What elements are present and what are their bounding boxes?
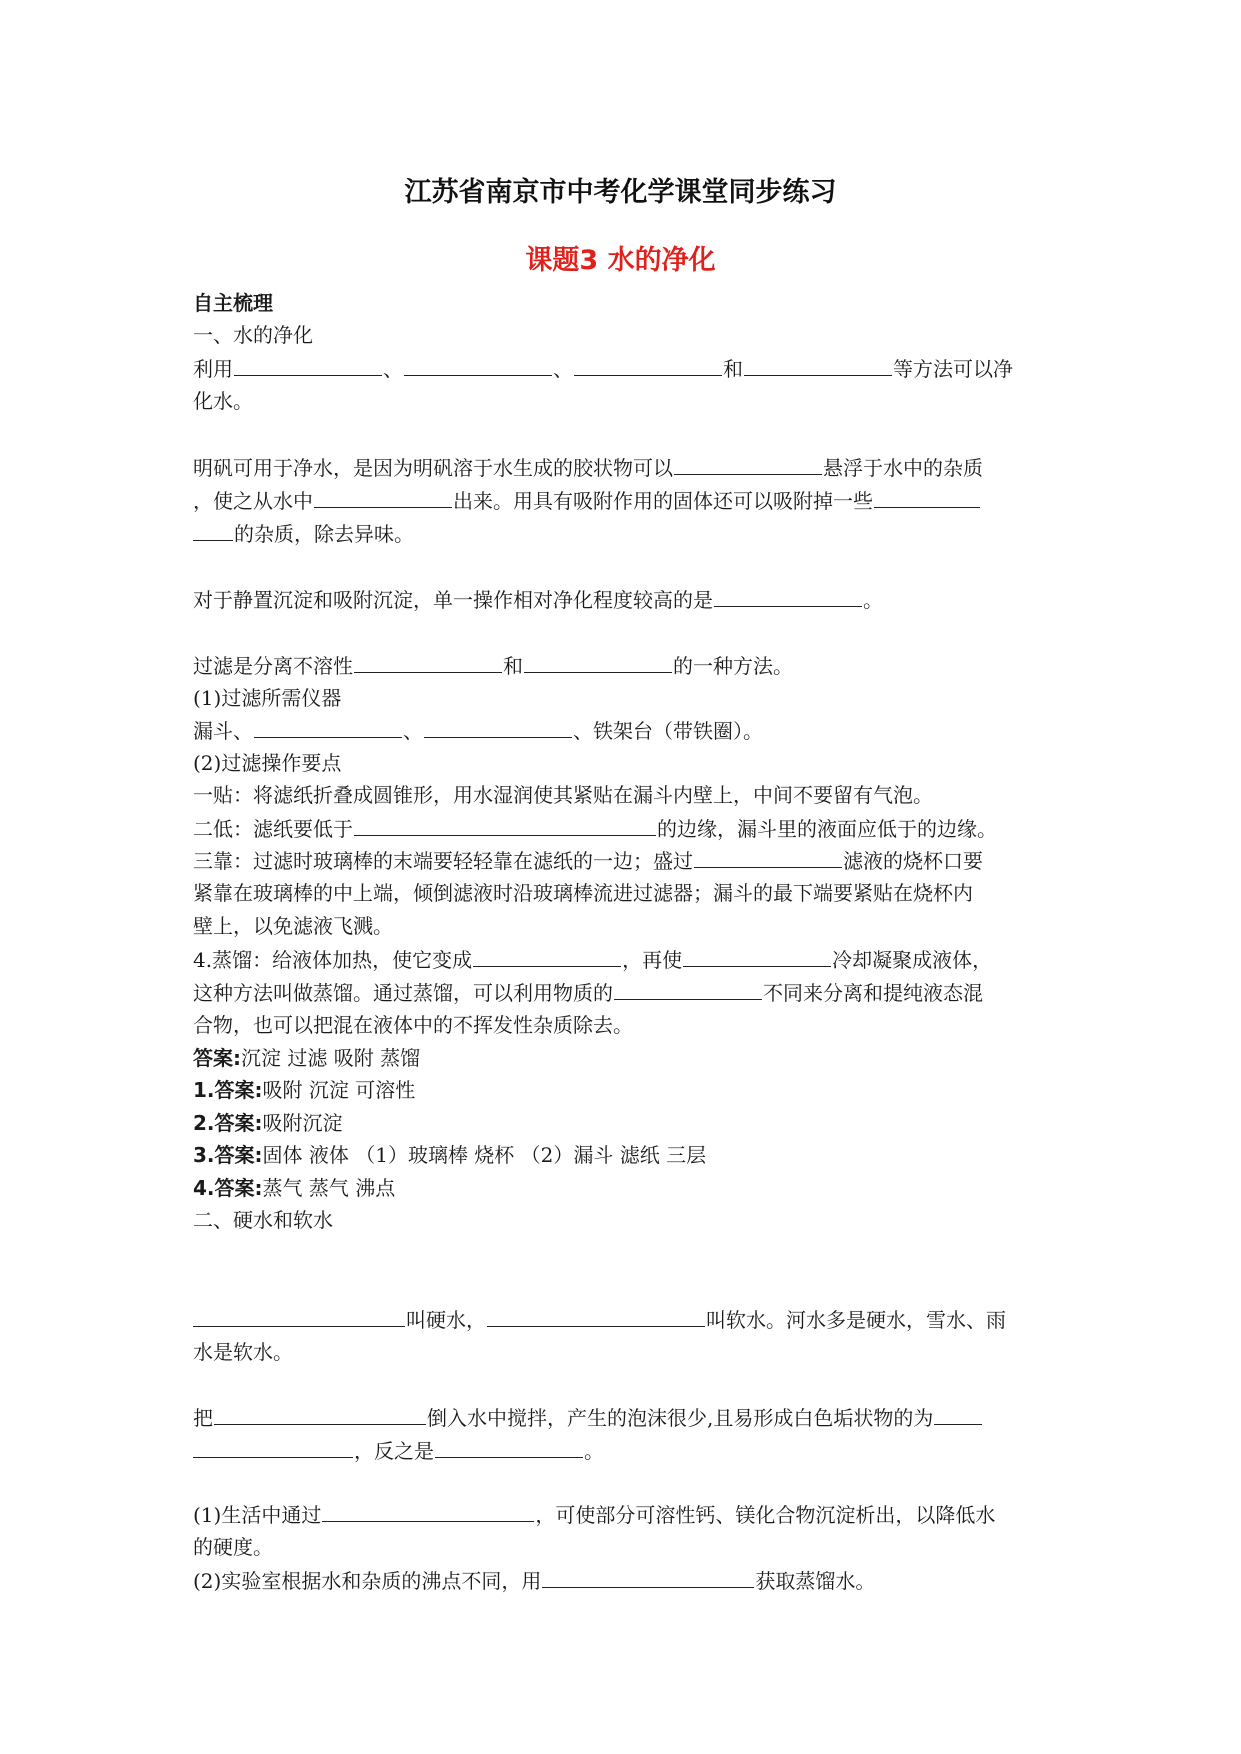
question-line xyxy=(193,351,1053,385)
answer-label: 2.答案: xyxy=(193,1111,263,1135)
question-line: 水是软水。 xyxy=(193,1340,293,1364)
section-label: 自主梳理 xyxy=(193,291,273,315)
text-segment: 、 xyxy=(383,357,403,381)
answer-blank xyxy=(934,1400,982,1425)
question-line xyxy=(193,1497,1053,1531)
answer-text: 蒸气 蒸气 沸点 xyxy=(262,1176,396,1200)
question-line xyxy=(193,450,1053,484)
text-segment: ，再使 xyxy=(622,948,683,972)
answer-blank xyxy=(322,1497,534,1522)
answer-label: 1.答案: xyxy=(193,1078,263,1102)
text-segment: 滤液的烧杯口要 xyxy=(843,849,983,873)
question-line xyxy=(193,582,1053,616)
question-line xyxy=(193,483,1053,517)
text-segment: 利用 xyxy=(193,357,233,381)
question-line xyxy=(193,648,1053,682)
text-segment: 过滤是分离不溶性 xyxy=(193,654,353,678)
answer-blank xyxy=(714,582,862,607)
text-segment: 倒入水中搅拌，产生的泡沫很少,且易形成白色垢状物的为 xyxy=(427,1406,934,1430)
text-segment: 把 xyxy=(193,1406,213,1430)
text-segment: 、 xyxy=(403,719,423,743)
answer-blank xyxy=(683,942,831,967)
text-segment: 二低：滤纸要低于 xyxy=(193,817,353,841)
question-line xyxy=(193,713,1053,747)
text-segment: 叫软水。河水多是硬水，雪水、雨 xyxy=(706,1308,1006,1332)
answer-line xyxy=(193,1106,1053,1140)
text-segment: 。 xyxy=(584,1439,604,1463)
text-segment: 和 xyxy=(503,654,523,678)
answer-blank xyxy=(674,450,822,475)
question-line: 合物，也可以把混在液体中的不挥发性杂质除去。 xyxy=(193,1013,633,1037)
answer-line xyxy=(193,1041,1053,1075)
answer-line xyxy=(193,1171,1053,1205)
answer-blank xyxy=(524,648,672,673)
answer-text: 沉淀 过滤 吸附 蒸馏 xyxy=(241,1046,421,1070)
question-line xyxy=(193,942,1053,976)
question-line xyxy=(193,1563,1053,1597)
answer-blank xyxy=(487,1302,705,1327)
question-line: 的硬度。 xyxy=(193,1535,273,1559)
question-line xyxy=(193,811,1053,845)
question-line xyxy=(193,975,1053,1009)
answer-text: 吸附 沉淀 可溶性 xyxy=(262,1078,416,1102)
text-segment: 的边缘，漏斗里的液面应低于的边缘。 xyxy=(657,817,997,841)
answer-label: 3.答案: xyxy=(193,1143,263,1167)
text-segment: 漏斗、 xyxy=(193,719,253,743)
text-segment: 等方法可以净 xyxy=(893,357,1013,381)
answer-blank xyxy=(254,713,402,738)
text-segment: 、 xyxy=(553,357,573,381)
text-segment: (1)生活中通过 xyxy=(193,1503,322,1527)
subheading: (2)过滤操作要点 xyxy=(193,751,342,775)
text-segment: 这种方法叫做蒸馏。通过蒸馏，可以利用物质的 xyxy=(193,981,613,1005)
answer-line xyxy=(193,1138,1053,1172)
answer-text: 吸附沉淀 xyxy=(262,1111,343,1135)
text-segment: 不同来分离和提纯液态混 xyxy=(763,981,983,1005)
answer-blank xyxy=(193,516,233,541)
text-segment: 悬浮于水中的杂质 xyxy=(823,456,983,480)
answer-blank xyxy=(354,648,502,673)
part2-heading: 二、硬水和软水 xyxy=(193,1208,333,1232)
part1-heading: 一、水的净化 xyxy=(193,323,313,347)
answer-blank xyxy=(542,1563,754,1588)
question-line: 壁上，以免滤液飞溅。 xyxy=(193,914,393,938)
question-line: 一贴：将滤纸折叠成圆锥形，用水湿润使其紧贴在漏斗内壁上，中间不要留有气泡。 xyxy=(193,783,933,807)
answer-blank xyxy=(614,975,762,1000)
answer-blank xyxy=(234,351,382,376)
text-segment: 冷却凝聚成液体， xyxy=(832,948,993,972)
answer-blank xyxy=(574,351,722,376)
answer-blank xyxy=(314,483,452,508)
text-segment: ，反之是 xyxy=(354,1439,434,1463)
answer-blank xyxy=(473,942,621,967)
text-segment: ，使之从水中 xyxy=(193,489,313,513)
answer-blank xyxy=(744,351,892,376)
lesson-subtitle: 课题3 水的净化 xyxy=(525,245,716,276)
text-segment: 的杂质，除去异味。 xyxy=(234,522,414,546)
text-segment: 出来。用具有吸附作用的固体还可以吸附掉一些 xyxy=(453,489,873,513)
question-line xyxy=(193,1302,1053,1336)
text-segment: 、铁架台（带铁圈）。 xyxy=(573,719,763,743)
question-line: 紧靠在玻璃棒的中上端，倾倒滤液时沿玻璃棒流进过滤器；漏斗的最下端要紧贴在烧杯内 xyxy=(193,881,973,905)
text-segment: 获取蒸馏水。 xyxy=(755,1569,876,1593)
question-line: 化水。 xyxy=(193,389,253,413)
text-segment: 的一种方法。 xyxy=(673,654,793,678)
answer-blank xyxy=(404,351,552,376)
answer-blank xyxy=(694,843,842,868)
answer-blank xyxy=(424,713,572,738)
subheading: (1)过滤所需仪器 xyxy=(193,686,342,710)
answer-text: 固体 液体 （1）玻璃棒 烧杯 （2）漏斗 滤纸 三层 xyxy=(262,1143,707,1167)
text-segment: 明矾可用于净水，是因为明矾溶于水生成的胶状物可以 xyxy=(193,456,673,480)
answer-line xyxy=(193,1073,1053,1107)
question-line xyxy=(193,1400,1053,1434)
answer-blank xyxy=(193,1302,405,1327)
question-line xyxy=(193,516,1053,550)
answer-blank xyxy=(214,1400,426,1425)
text-segment: 4.蒸馏：给液体加热，使它变成 xyxy=(193,948,473,972)
text-segment: 叫硬水， xyxy=(406,1308,486,1332)
answer-blank xyxy=(193,1433,353,1458)
text-segment: 和 xyxy=(723,357,743,381)
text-segment: 对于静置沉淀和吸附沉淀，单一操作相对净化程度较高的是 xyxy=(193,588,713,612)
answer-blank xyxy=(354,811,656,836)
text-segment: ，可使部分可溶性钙、镁化合物沉淀析出，以降低水 xyxy=(535,1503,996,1527)
page-title: 江苏省南京市中考化学课堂同步练习 xyxy=(404,177,837,208)
text-segment: 三靠：过滤时玻璃棒的末端要轻轻靠在滤纸的一边；盛过 xyxy=(193,849,693,873)
answer-blank xyxy=(874,483,980,508)
text-segment: 。 xyxy=(863,588,883,612)
text-segment: (2)实验室根据水和杂质的沸点不同，用 xyxy=(193,1569,542,1593)
question-line xyxy=(193,1433,1053,1467)
answer-label: 答案: xyxy=(193,1046,241,1070)
answer-label: 4.答案: xyxy=(193,1176,263,1200)
answer-blank xyxy=(435,1433,583,1458)
question-line xyxy=(193,843,1053,877)
